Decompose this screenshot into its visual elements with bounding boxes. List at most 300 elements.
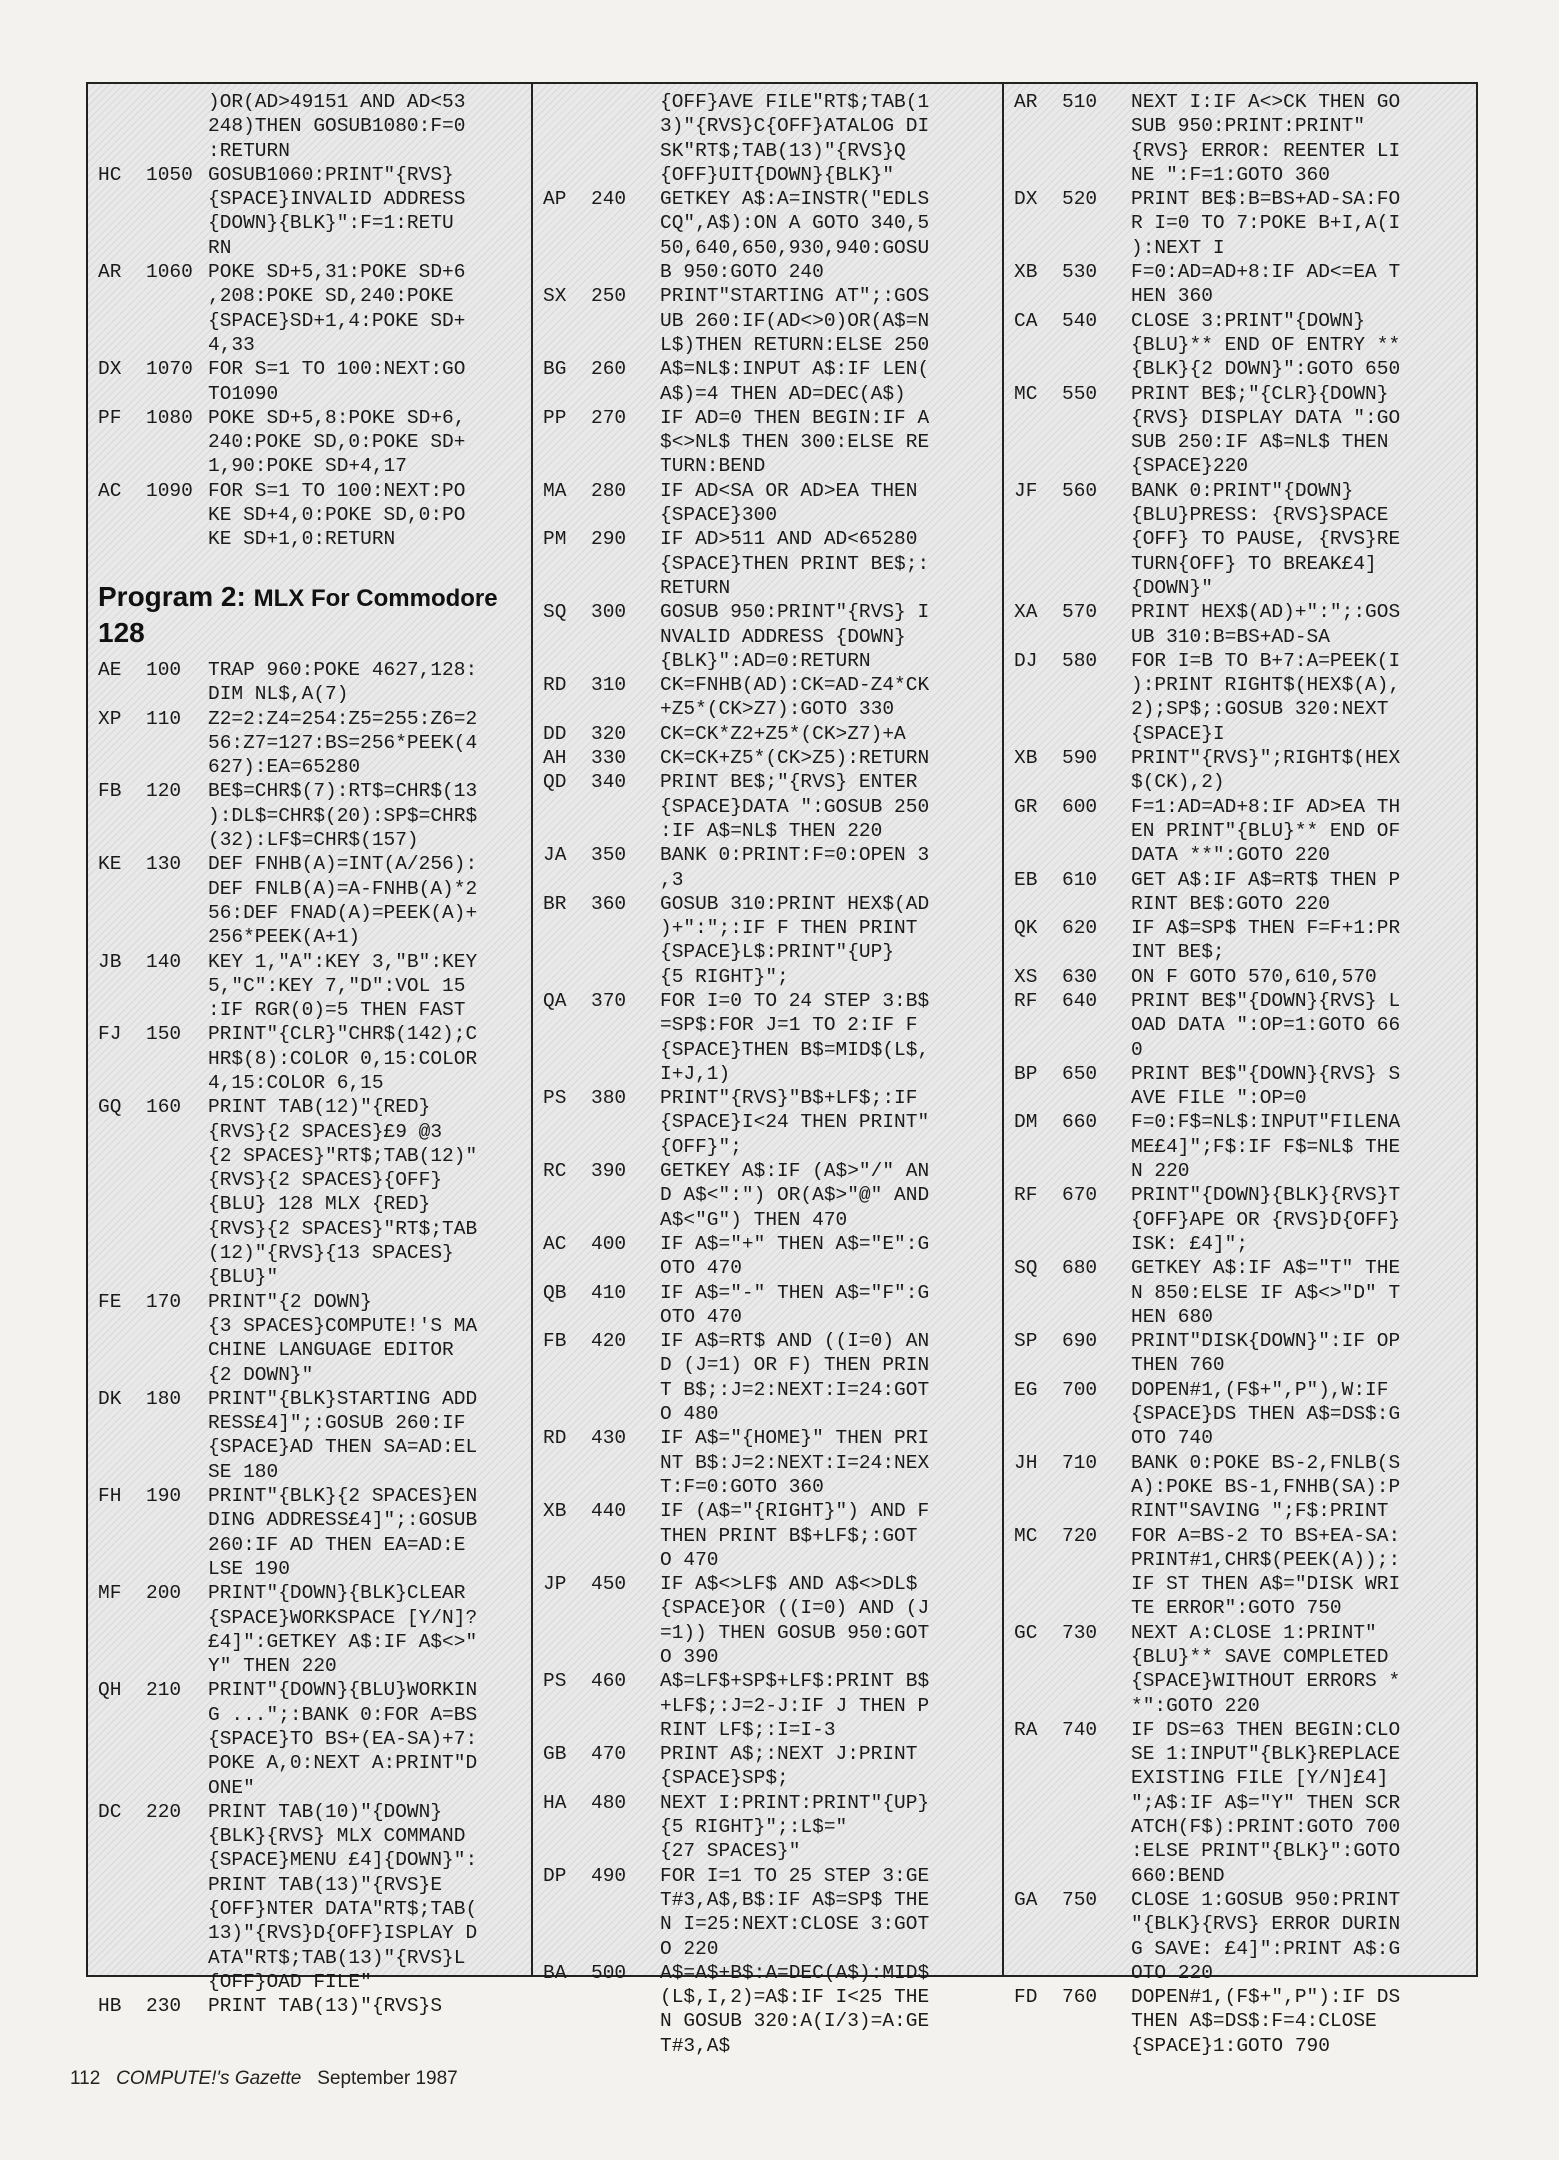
code-line [543,1086,1003,1110]
code-text: {SPACE}MENU £4]{DOWN}": [208,1849,478,1872]
checksum-label: GA [1014,1888,1038,1911]
code-text: 627):EA=65280 [208,756,361,779]
code-line [98,1630,531,1654]
code-text: I+J,1) [660,1062,731,1085]
code-line [98,974,531,998]
checksum-label: QD [543,771,567,794]
code-text: 0 [1131,1038,1143,1061]
code-text: {RVS} ERROR: REENTER LI [1131,139,1401,162]
code-text: )OR(AD>49151 AND AD<53 [208,91,466,113]
code-line [98,1897,531,1921]
code-line [543,722,1003,746]
line-number: 620 [1062,917,1098,940]
code-line [1014,1694,1474,1718]
code-line [1014,114,1474,138]
code-text: THEN A$=DS$:F=4:CLOSE [1131,2010,1377,2033]
code-text: NEXT A:CLOSE 1:PRINT" [1131,1621,1377,1644]
code-line [543,795,1003,819]
code-text: OTO 220 [1131,1961,1213,1984]
checksum-label: DK [98,1387,122,1410]
code-text: NEXT I:IF A<>CK THEN GO [1131,91,1401,113]
code-line [1014,1110,1474,1134]
code-text: KE SD+1,0:RETURN [208,528,396,551]
code-line [543,1888,1003,1912]
code-line [98,1776,531,1800]
code-text: IF ST THEN A$="DISK WRI [1131,1573,1401,1596]
line-number: 420 [591,1330,627,1353]
code-text: PRINT BE$"{DOWN}{RVS} L [1131,989,1401,1012]
code-line [1014,357,1474,381]
code-text: F=0:F$=NL$:INPUT"FILENA [1131,1111,1401,1134]
line-number: 700 [1062,1378,1098,1401]
code-line [98,90,531,114]
line-number: 270 [591,406,627,429]
code-line [1014,527,1474,551]
code-text: BANK 0:PRINT:F=0:OPEN 3 [660,844,930,867]
code-text: PRINT"{RVS}";RIGHT$(HEX [1131,747,1401,770]
code-line [98,1217,531,1241]
code-text: GETKEY A$:IF (A$>"/" AN [660,1160,930,1183]
code-line [1014,552,1474,576]
code-line [1014,1742,1474,1766]
code-text: AVE FILE ":OP=0 [1131,1087,1307,1110]
code-text: LSE 190 [208,1557,290,1580]
code-text: HR$(8):COLOR 0,15:COLOR [208,1047,478,1070]
code-text: {SPACE}SD+1,4:POKE SD+ [208,309,466,332]
checksum-label: AE [98,658,122,681]
line-number: 540 [1062,309,1098,332]
code-text: IF A$<>LF$ AND A$<>DL$ [660,1573,918,1596]
code-text: IF AD>511 AND AD<65280 [660,528,918,551]
code-line [98,1994,531,2018]
code-line [543,1038,1003,1062]
line-number: 240 [591,188,627,211]
code-line [543,1451,1003,1475]
checksum-label: MF [98,1582,122,1605]
code-line [543,2034,1003,2058]
code-text: ,3 [660,868,684,891]
line-number: 250 [591,285,627,308]
code-text: IF A$="+" THEN A$="E":G [660,1232,930,1255]
code-line [543,625,1003,649]
code-text: KEY 1,"A":KEY 3,"B":KEY [208,950,478,973]
checksum-label: SX [543,285,567,308]
code-text: FOR A=BS-2 TO BS+EA-SA: [1131,1524,1401,1547]
code-line [543,1864,1003,1888]
code-text: EXISTING FILE [Y/N]£4] [1131,1767,1389,1790]
code-text: PRINT TAB(13)"{RVS}S [208,1995,443,2018]
line-number: 220 [146,1800,182,1823]
checksum-label: DM [1014,1111,1038,1134]
code-text: {SPACE}WORKSPACE [Y/N]? [208,1606,478,1629]
checksum-label: BR [543,892,567,915]
code-text: IF A$="-" THEN A$="F":G [660,1281,930,1304]
code-text: {SPACE}WITHOUT ERRORS * [1131,1670,1401,1693]
code-line [543,333,1003,357]
checksum-label: PF [98,406,122,429]
checksum-label: SQ [543,601,567,624]
code-text: PRINT BE$"{DOWN}{RVS} S [1131,1062,1401,1085]
code-line [1014,406,1474,430]
line-number: 510 [1062,91,1098,113]
code-text: N GOSUB 320:A(I/3)=A:GE [660,2010,930,2033]
code-line [98,357,531,381]
code-text: CQ",A$):ON A GOTO 340,5 [660,212,930,235]
code-text: SK"RT$;TAB(13)"{RVS}Q [660,139,906,162]
code-text: ):PRINT RIGHT$(HEX$(A), [1131,674,1401,697]
code-line [98,1338,531,1362]
code-line [98,925,531,949]
code-line [1014,1985,1474,2009]
checksum-label: JP [543,1573,567,1596]
code-text: {DOWN}{BLK}":F=1:RETU [208,212,454,235]
code-line [1014,2009,1474,2033]
line-number: 670 [1062,1184,1098,1207]
code-line [1014,1815,1474,1839]
code-line [98,236,531,260]
code-text: UB 310:B=BS+AD-SA [1131,625,1330,648]
code-line [98,1192,531,1216]
code-line [1014,1912,1474,1936]
code-line [1014,1038,1474,1062]
code-line [543,382,1003,406]
code-line [98,1946,531,1970]
code-text: {27 SPACES}" [660,1840,801,1863]
code-text: 248)THEN GOSUB1080:F=0 [208,115,466,138]
code-text: GETKEY A$:A=INSTR("EDLS [660,188,930,211]
code-line [543,1281,1003,1305]
code-text: BANK 0:POKE BS-2,FNLB(S [1131,1451,1401,1474]
checksum-label: BP [1014,1062,1038,1085]
code-line [98,1533,531,1557]
code-text: DEF FNLB(A)=A-FNHB(A)*2 [208,877,478,900]
checksum-label: QB [543,1281,567,1304]
code-line [98,1241,531,1265]
code-text: OTO 470 [660,1257,742,1280]
code-text: +Z5*(CK>Z7):GOTO 330 [660,698,895,721]
code-text: PRINT"STARTING AT";:GOS [660,285,930,308]
code-text: =SP$:FOR J=1 TO 2:IF F [660,1014,918,1037]
code-line [543,1621,1003,1645]
code-text: {BLU}PRESS: {RVS}SPACE [1131,504,1389,527]
checksum-label: RF [1014,989,1038,1012]
line-number: 360 [591,892,627,915]
code-text: NT B$:J=2:NEXT:I=24:NEX [660,1451,930,1474]
code-line [1014,139,1474,163]
checksum-label: AC [98,479,122,502]
code-line [543,1062,1003,1086]
code-line [543,1985,1003,2009]
code-line [98,755,531,779]
code-line [543,211,1003,235]
code-line [543,309,1003,333]
code-text: PRINT#1,CHR$(PEEK(A));: [1131,1548,1401,1571]
code-line [98,1703,531,1727]
code-text: CLOSE 1:GOSUB 950:PRINT [1131,1888,1401,1911]
code-line [1014,211,1474,235]
checksum-label: MC [1014,1524,1038,1547]
code-line [98,503,531,527]
code-line [543,697,1003,721]
code-line [1014,843,1474,867]
checksum-label: XA [1014,601,1038,624]
code-line [1014,1281,1474,1305]
checksum-label: JH [1014,1451,1038,1474]
code-text: {OFF}NTER DATA"RT$;TAB( [208,1898,478,1921]
code-text: CLOSE 3:PRINT"{DOWN} [1131,309,1366,332]
line-number: 1080 [146,406,193,429]
code-text: {5 RIGHT}"; [660,965,789,988]
code-text: R I=0 TO 7:POKE B+I,A(I [1131,212,1401,235]
code-text: {BLU} 128 MLX {RED} [208,1193,431,1216]
code-line [543,552,1003,576]
code-text: DATA **":GOTO 220 [1131,844,1330,867]
code-line [98,211,531,235]
code-line [543,163,1003,187]
code-line [543,1937,1003,1961]
code-text: 1,90:POKE SD+4,17 [208,455,407,478]
code-line [98,1120,531,1144]
code-line [1014,1548,1474,1572]
code-line [98,1751,531,1775]
code-line [98,804,531,828]
code-text: {5 RIGHT}";:L$=" [660,1816,848,1839]
code-line [98,382,531,406]
line-number: 710 [1062,1451,1098,1474]
code-text: Y" THEN 220 [208,1655,337,1678]
code-line [1014,1378,1474,1402]
checksum-label: KE [98,853,122,876]
line-number: 630 [1062,965,1098,988]
code-line [1014,163,1474,187]
code-text: {SPACE}THEN B$=MID$(L$, [660,1038,930,1061]
code-text: DOPEN#1,(F$+",P"):IF DS [1131,1986,1401,2009]
checksum-label: GB [543,1743,567,1766]
code-text: 50,640,650,930,940:GOSU [660,236,930,259]
code-text: NVALID ADDRESS {DOWN} [660,625,906,648]
code-text: ON F GOTO 570,610,570 [1131,965,1377,988]
line-number: 520 [1062,188,1098,211]
checksum-label: DD [543,722,567,745]
code-line [98,1606,531,1630]
code-text: (32):LF$=CHR$(157) [208,829,419,852]
code-line [1014,1451,1474,1475]
code-text: :IF RGR(0)=5 THEN FAST [208,999,466,1022]
code-line [98,1387,531,1411]
checksum-label: PP [543,406,567,429]
code-line [98,454,531,478]
code-line [1014,454,1474,478]
program-title-number: 128 [98,616,145,648]
code-text: G ...";:BANK 0:FOR A=BS [208,1703,478,1726]
code-line [543,1791,1003,1815]
code-text: A):POKE BS-1,FNHB(SA):P [1131,1475,1401,1498]
code-text: ):DL$=CHR$(20):SP$=CHR$ [208,804,478,827]
code-line [98,260,531,284]
code-text: FOR I=1 TO 25 STEP 3:GE [660,1864,930,1887]
code-line [1014,1305,1474,1329]
line-number: 660 [1062,1111,1098,1134]
line-number: 740 [1062,1718,1098,1741]
code-text: CK=CK+Z5*(CK>Z5):RETURN [660,747,930,770]
checksum-label: AC [543,1232,567,1255]
code-line [1014,1499,1474,1523]
code-line [98,1071,531,1095]
code-text: GOSUB 950:PRINT"{RVS} I [660,601,930,624]
code-line [543,1159,1003,1183]
code-line [543,479,1003,503]
line-number: 530 [1062,261,1098,284]
code-text: G SAVE: £4]":PRINT A$:G [1131,1937,1401,1960]
line-number: 320 [591,722,627,745]
code-text: BANK 0:PRINT"{DOWN} [1131,479,1354,502]
code-text: T#3,A$,B$:IF A$=SP$ THE [660,1888,930,1911]
code-line [543,989,1003,1013]
code-text: DIM NL$,A(7) [208,683,349,706]
code-line [1014,1669,1474,1693]
code-text: N I=25:NEXT:CLOSE 3:GOT [660,1913,930,1936]
code-text: TURN:BEND [660,455,766,478]
line-number: 440 [591,1500,627,1523]
checksum-label: RF [1014,1184,1038,1207]
code-line [98,1144,531,1168]
code-text: Z2=2:Z4=254:Z5=255:Z6=2 [208,707,478,730]
code-text: F=0:AD=AD+8:IF AD<=EA T [1131,261,1401,284]
code-text: DOPEN#1,(F$+",P"),W:IF [1131,1378,1389,1401]
code-line [543,649,1003,673]
line-number: 550 [1062,382,1098,405]
listing-column-2 [543,90,1003,2058]
program-1-tail [98,90,531,552]
code-text: PRINT"{2 DOWN} [208,1290,372,1313]
code-line [98,1411,531,1435]
code-line [1014,1183,1474,1207]
code-text: 56:DEF FNAD(A)=PEEK(A)+ [208,901,478,924]
code-text: CK=CK*Z2+Z5*(CK>Z7)+A [660,722,906,745]
code-text: {BLK}":AD=0:RETURN [660,649,871,672]
code-text: {SPACE}1:GOTO 790 [1131,2034,1330,2057]
code-text: PRINT"{BLK}{2 SPACES}EN [208,1485,478,1508]
line-number: 720 [1062,1524,1098,1547]
code-text: A$=LF$+SP$+LF$:PRINT B$ [660,1670,930,1693]
checksum-label: RD [543,674,567,697]
code-text: {SPACE}SP$; [660,1767,789,1790]
checksum-label: QA [543,989,567,1012]
code-text: PRINT"{DOWN}{BLK}{RVS}T [1131,1184,1401,1207]
code-line [98,1265,531,1289]
code-line [1014,1062,1474,1086]
checksum-label: CA [1014,309,1038,332]
code-text: £4]":GETKEY A$:IF A$<>" [208,1630,478,1653]
line-number: 760 [1062,1986,1098,2009]
code-line [543,1329,1003,1353]
code-line [543,284,1003,308]
code-text: TURN{OFF} TO BREAK£4] [1131,552,1377,575]
code-text: RETURN [660,576,731,599]
line-number: 600 [1062,795,1098,818]
code-line [98,877,531,901]
code-line [1014,187,1474,211]
code-line [1014,1524,1474,1548]
code-line [1014,1718,1474,1742]
code-text: CK=FNHB(AD):CK=AD-Z4*CK [660,674,930,697]
code-text: TRAP 960:POKE 4627,128: [208,658,478,681]
code-text: {OFF} TO PAUSE, {RVS}RE [1131,528,1401,551]
code-text: +LF$;:J=2-J:IF J THEN P [660,1694,930,1717]
code-text: {SPACE}220 [1131,455,1249,478]
code-line [1014,1013,1474,1037]
code-line [543,1110,1003,1134]
code-line [543,1256,1003,1280]
code-text: RN [208,236,232,259]
code-line [98,1290,531,1314]
column-divider [531,84,533,1975]
code-line [98,1363,531,1387]
code-text: BE$=CHR$(7):RT$=CHR$(13 [208,780,478,803]
code-text: A$)=4 THEN AD=DEC(A$) [660,382,906,405]
code-line [98,1168,531,1192]
code-line [543,1694,1003,1718]
line-number: 650 [1062,1062,1098,1085]
code-line [1014,1353,1474,1377]
code-text: {SPACE}OR ((I=0) AND (J [660,1597,930,1620]
code-line [98,1484,531,1508]
code-line [543,114,1003,138]
code-line [1014,284,1474,308]
code-line [543,1232,1003,1256]
code-line [543,770,1003,794]
listing-frame [86,82,1478,2057]
code-text: RESS£4]";:GOSUB 260:IF [208,1412,466,1435]
code-text: A$=A$+B$:A=DEC(A$):MID$ [660,1961,930,1984]
code-line [98,139,531,163]
program-label: Program 2: [98,580,246,612]
checksum-label: XS [1014,965,1038,988]
code-line [543,1378,1003,1402]
code-text: 2);SP$;:GOSUB 320:NEXT [1131,698,1389,721]
code-text: PRINT"DISK{DOWN}":IF OP [1131,1330,1401,1353]
magazine-name: COMPUTE!'s Gazette [116,2068,302,2089]
code-text: 4,15:COLOR 6,15 [208,1071,384,1094]
code-line [543,1475,1003,1499]
checksum-label: DC [98,1800,122,1823]
code-line [98,901,531,925]
code-line [543,1548,1003,1572]
code-line [98,527,531,551]
code-text: ";A$:IF A$="Y" THEN SCR [1131,1791,1401,1814]
code-line [98,1047,531,1071]
code-line [543,868,1003,892]
code-line [1014,916,1474,940]
code-text: F=1:AD=AD+8:IF AD>EA TH [1131,795,1401,818]
code-line [98,1654,531,1678]
line-number: 1090 [146,479,193,502]
code-line [1014,673,1474,697]
code-line [1014,1961,1474,1985]
code-line [1014,1937,1474,1961]
code-line [543,1208,1003,1232]
code-line [543,1839,1003,1863]
code-line [1014,1426,1474,1450]
code-line [543,1815,1003,1839]
checksum-label: BG [543,358,567,381]
checksum-label: FB [98,780,122,803]
line-number: 140 [146,950,182,973]
code-line [1014,795,1474,819]
code-text: (L$,I,2)=A$:IF I<25 THE [660,1986,930,2009]
checksum-label: AR [1014,91,1038,113]
code-line [543,673,1003,697]
